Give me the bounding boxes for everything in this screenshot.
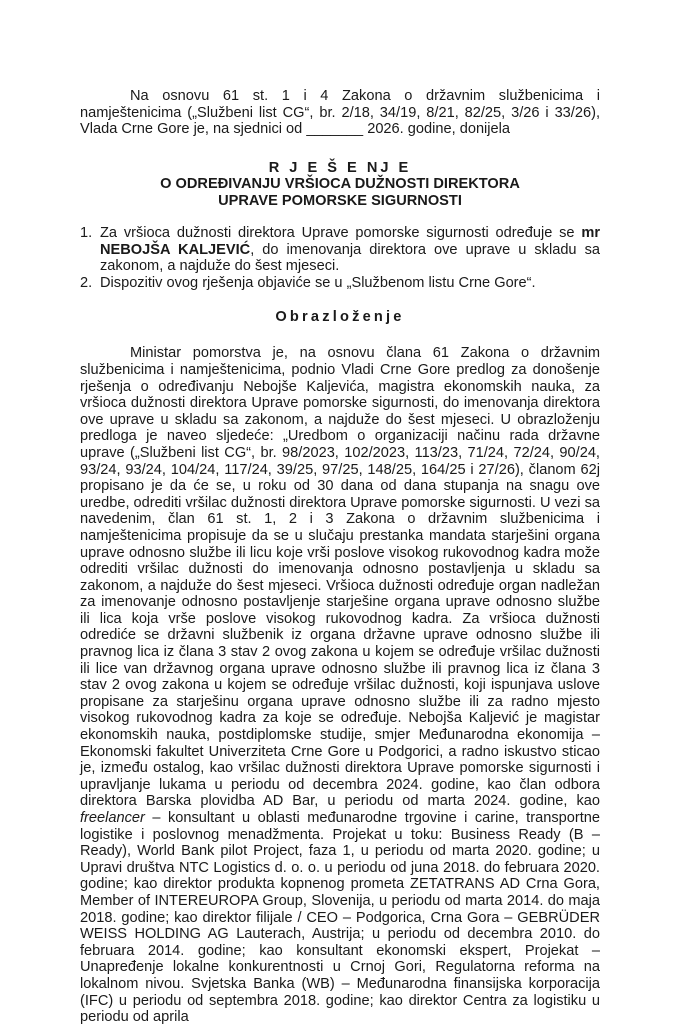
decision-text: Za vršioca dužnosti direktora Uprave pomorske sigurnosti određuje se [100, 225, 582, 241]
decision-subtitle-line2: UPRAVE POMORSKE SIGURNOSTI [218, 192, 462, 209]
appointee-name: mr NEBOJŠA KALJEVIĆ [100, 225, 600, 258]
explanation-text: Ministar pomorstva je, na osnovu člana 61 Zakona o državnim službenicima i namještenicima, podnio Vladi Crne Gore predlog za donošenje rješenja o određivanju Nebojše Kaljevića, magistra ekonomskih nauka, za vršioca dužnosti direktora Uprave pomorske sigurnosti, do imenovanja direktora ove uprave u skladu sa zakonom, a najduže do šest mjeseci. U obrazloženju predloga je naveo sljedeće: „Uredbom o organizaciji načinu rada državne uprave („Službeni list CG“, br. 98/2023, 102/2023, 113/23, 71/24, 72/24, 90/24, 93/24, 93/24, 104/24, 117/24, 39/25, 97/25, 148/25, 164/25 i 27/26), članom 62j propisano je da će se, u roku od 30 dana od dana stupanja na snagu ove uredbe, odrediti vršilac dužnosti direktora Uprave pomorske sigurnosti. U vezi sa navedenim, član 61 st. 1, 2 i 3 Zakona o državnim službenicima i namještenicima propisuje da se u slučaju prestanka mandata starješini organa uprave odnosno službe ili licu koje vrši poslove visokog rukovodnog kadra može odrediti vršilac dužnosti do imenovanja odnosno postavljenja u skladu sa zakonom, a najduže do šest mjeseci. Vršioca dužnosti određuje organ nadležan za imenovanje odnosno postavljenje starješine organa uprave odnosno službe ili lica koja vrše poslove visokog rukovodnog kadra. Za vršioca dužnosti odrediće se državni službenik iz organa državne uprave odnosno službe ili pravnog lica iz člana 3 stav 2 ovog zakona u kojem se određuje vršilac dužnosti ili lice van državnog organa uprave odnosno službe ili pravnog lica iz člana 3 stav 2 ovog zakona u kojem se određuje vršilac dužnosti, koji ispunjava uslove propisane za starješinu organa uprave odnosno službe ili za radno mjesto visokog rukovodnog kadra za koje se određuje. Nebojša Kaljević je magistar ekonomskih nauka, postdiplomske studije, smjer Međunarodna ekonomija – Ekonomski fakultet Univerziteta Crne Gore u Podgorici, a radno iskustvo sticao je, između ostalog, kao vršilac dužnosti direktora Uprave pomorske sigurnosti i upravljanje lukama u periodu od decembra 2024. godine, kao član odbora direktora Barska plovidba AD Bar, u periodu od marta 2024. godine, kao [80, 345, 600, 810]
decision-number: 1. [80, 225, 93, 241]
decision-title-block [80, 160, 600, 209]
decision-title: R J E Š E NJ E [268, 159, 412, 176]
decision-number: 2. [80, 274, 93, 291]
explanation-text-cont: – konsultant u oblasti međunarodne trgovine i carine, transportne logistike i poslovnog menadžmenta. Projekat u toku: Business Ready (B – Ready), World Bank pilot Project, faza 1, u periodu od marta 2020. godine; u Upravi društva NTC Logistics d. o. o. u periodu od juna 2018. do februara 2020. godine; kao direktor produkta kopnenog prometa ZETATRANS AD Crna Gora, Member of INTEREUROPA Group, Slovenija, u periodu od marta 2014. do maja 2018. godine; kao direktor filijale / CEO – Podgorica, Crna Gora – GEBRÜDER WEISS HOLDING AG Lauterach, Austrija; u periodu od decembra 2010. do februara 2014. godine; kao konsultant ekonomski ekspert, Projekat – Unapređenje lokalne konkurentnosti u Crnoj Gori, Regulatorna reforma na lokalnom nivou. Svjetska Banka (WB) – Međunarodna finansijska korporacija (IFC) u periodu od septembra 2018. godine; kao direktor Centra za logistiku u periodu od aprila [80, 810, 600, 1026]
decision-text-cont: , do imenovanja direktora ove uprave u skladu sa zakonom, a najduže do šest mjeseci. [100, 241, 600, 275]
decision-subtitle-line1: O ODREĐIVANJU VRŠIOCA DUŽNOSTI DIREKTORA [160, 176, 520, 193]
document-content [80, 88, 600, 1026]
italic-term: freelancer [80, 810, 145, 826]
explanation-heading: Obrazloženje [275, 309, 405, 326]
explanation-paragraph [80, 345, 600, 1025]
decision-text: Dispozitiv ovog rješenja objaviće se u „Službenom listu Crne Gore“. [100, 274, 536, 291]
decision-item [80, 225, 600, 275]
intro-paragraph: Na osnovu 61 st. 1 i 4 Zakona o državnim službenicima i namještenicima („Službeni list CG“, br. 2/18, 34/19, 8/21, 82/25, 3/26 i 33/26), Vlada Crne Gore je, na sjednici od _______ 2026. godine, donijela [80, 88, 600, 138]
decision-item [80, 275, 600, 292]
decision-list [80, 225, 600, 291]
